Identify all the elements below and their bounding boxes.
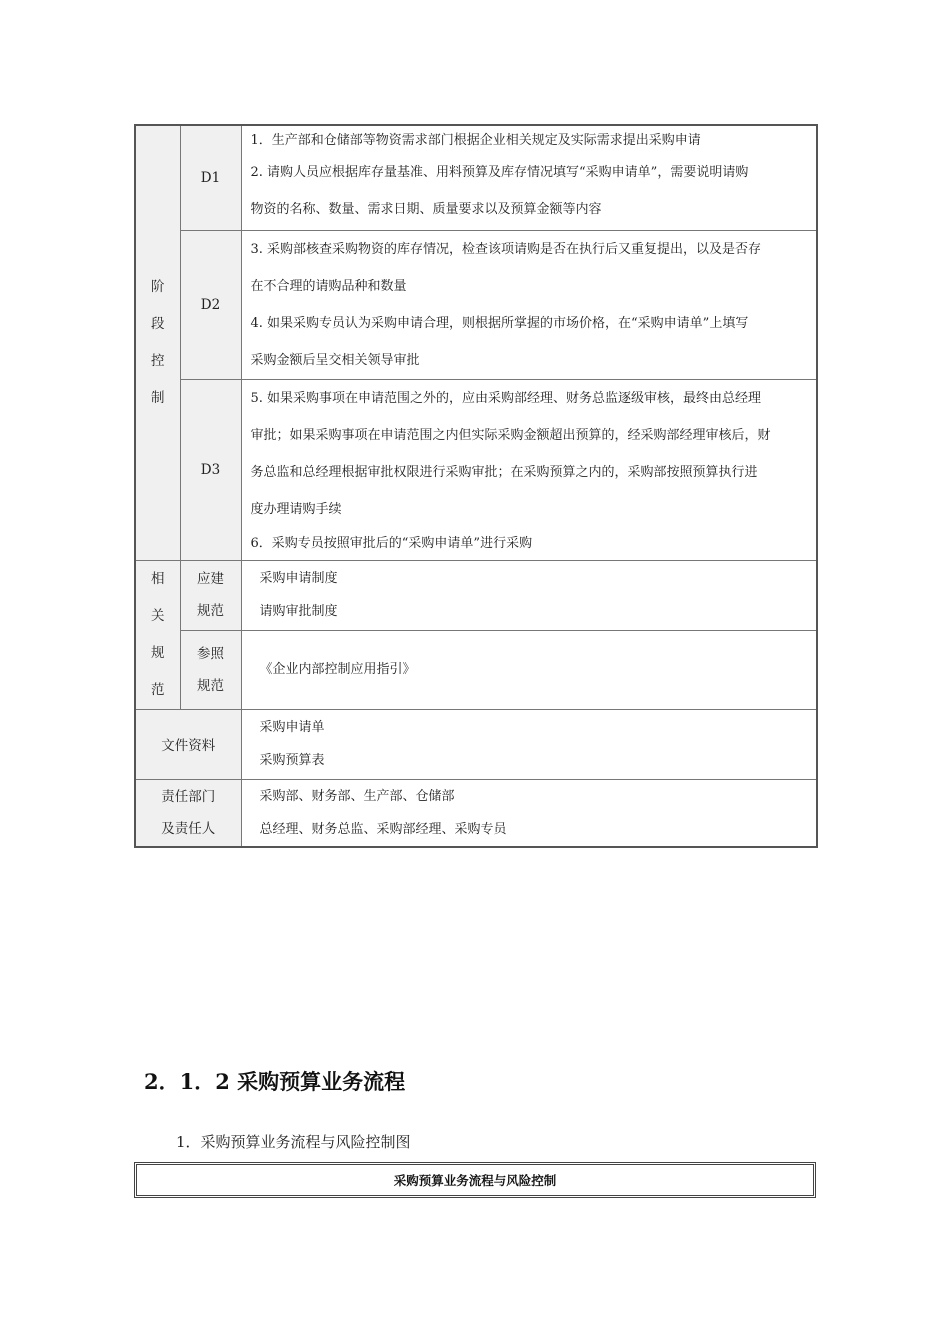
files-content (241, 709, 817, 779)
should-build-label: 应建 规范 (180, 560, 241, 630)
related-label: 相 关 规 范 (135, 560, 180, 709)
list-item: 采购部、财务部、生产部、仓储部 (259, 788, 455, 804)
responsibility-row (135, 779, 817, 847)
list-item: 请购审批制度 (259, 604, 338, 620)
stage-content-d2: 3. 采购部核查采购物资的库存情况，检查该项请购是否在执行后又重复提出，以及是否存 在不合理的请购品种和数量 4. 如果采购专员认为采购申请合理，则根据所掌握的市场价格，在“采购申请单”上填写 采购金额后呈交相关领导审批 (241, 230, 817, 379)
flowchart-title: 采购预算业务流程与风险控制 (393, 1173, 557, 1188)
stage-code-d1: D1 (180, 125, 241, 230)
reference-label: 参照 规范 (180, 630, 241, 709)
list-item: 总经理、财务总监、采购部经理、采购专员 (259, 821, 507, 837)
stage-content-d3: 5. 如果采购事项在申请范围之外的，应由采购部经理、财务总监逐级审核，最终由总经理 审批；如果采购事项在申请范围之内但实际采购金额超出预算的，经采购部经理审核后，财 务总监和总经理根据审批权限进行采购审批；在采购预算之内的，采购部按照预算执行进 度办理请购手续 6．采购专员按照审批后的“采购申请单”进行采购 (241, 379, 817, 560)
responsibility-content (241, 779, 817, 847)
list-item: 采购预算表 (259, 753, 325, 768)
list-item: 采购申请制度 (259, 571, 338, 587)
should-build-content (241, 560, 817, 630)
files-label: 文件资料 (135, 709, 241, 779)
section-heading: 2．1．2 采购预算业务流程 (144, 1069, 406, 1094)
stage-label: 阶 段 控 制 (135, 125, 180, 560)
stage-code-d3: D3 (180, 379, 241, 560)
stage-content-d1: 1．生产部和仓储部等物资需求部门根据企业相关规定及实际需求提出采购申请 2. 请购人员应根据库存量基准、用料预算及库存情况填写“采购申请单”，需要说明请购 物资的名称、数量、需求日期、质量要求以及预算金额等内容 (241, 125, 817, 230)
list-item: 采购申请单 (259, 720, 325, 735)
reference-row (135, 630, 817, 709)
reference-content (241, 630, 817, 709)
stage-row-d3 (135, 379, 817, 560)
files-row (135, 709, 817, 779)
section-subheading: 1．采购预算业务流程与风险控制图 (176, 1133, 411, 1151)
list-item: 《企业内部控制应用指引》 (259, 662, 416, 678)
responsibility-label: 责任部门 及责任人 (135, 779, 241, 847)
stage-row-d1 (135, 125, 817, 230)
stage-code-d2: D2 (180, 230, 241, 379)
flowchart-title-box (134, 1162, 816, 1198)
control-table (134, 124, 818, 848)
should-build-row (135, 560, 817, 630)
stage-row-d2 (135, 230, 817, 379)
